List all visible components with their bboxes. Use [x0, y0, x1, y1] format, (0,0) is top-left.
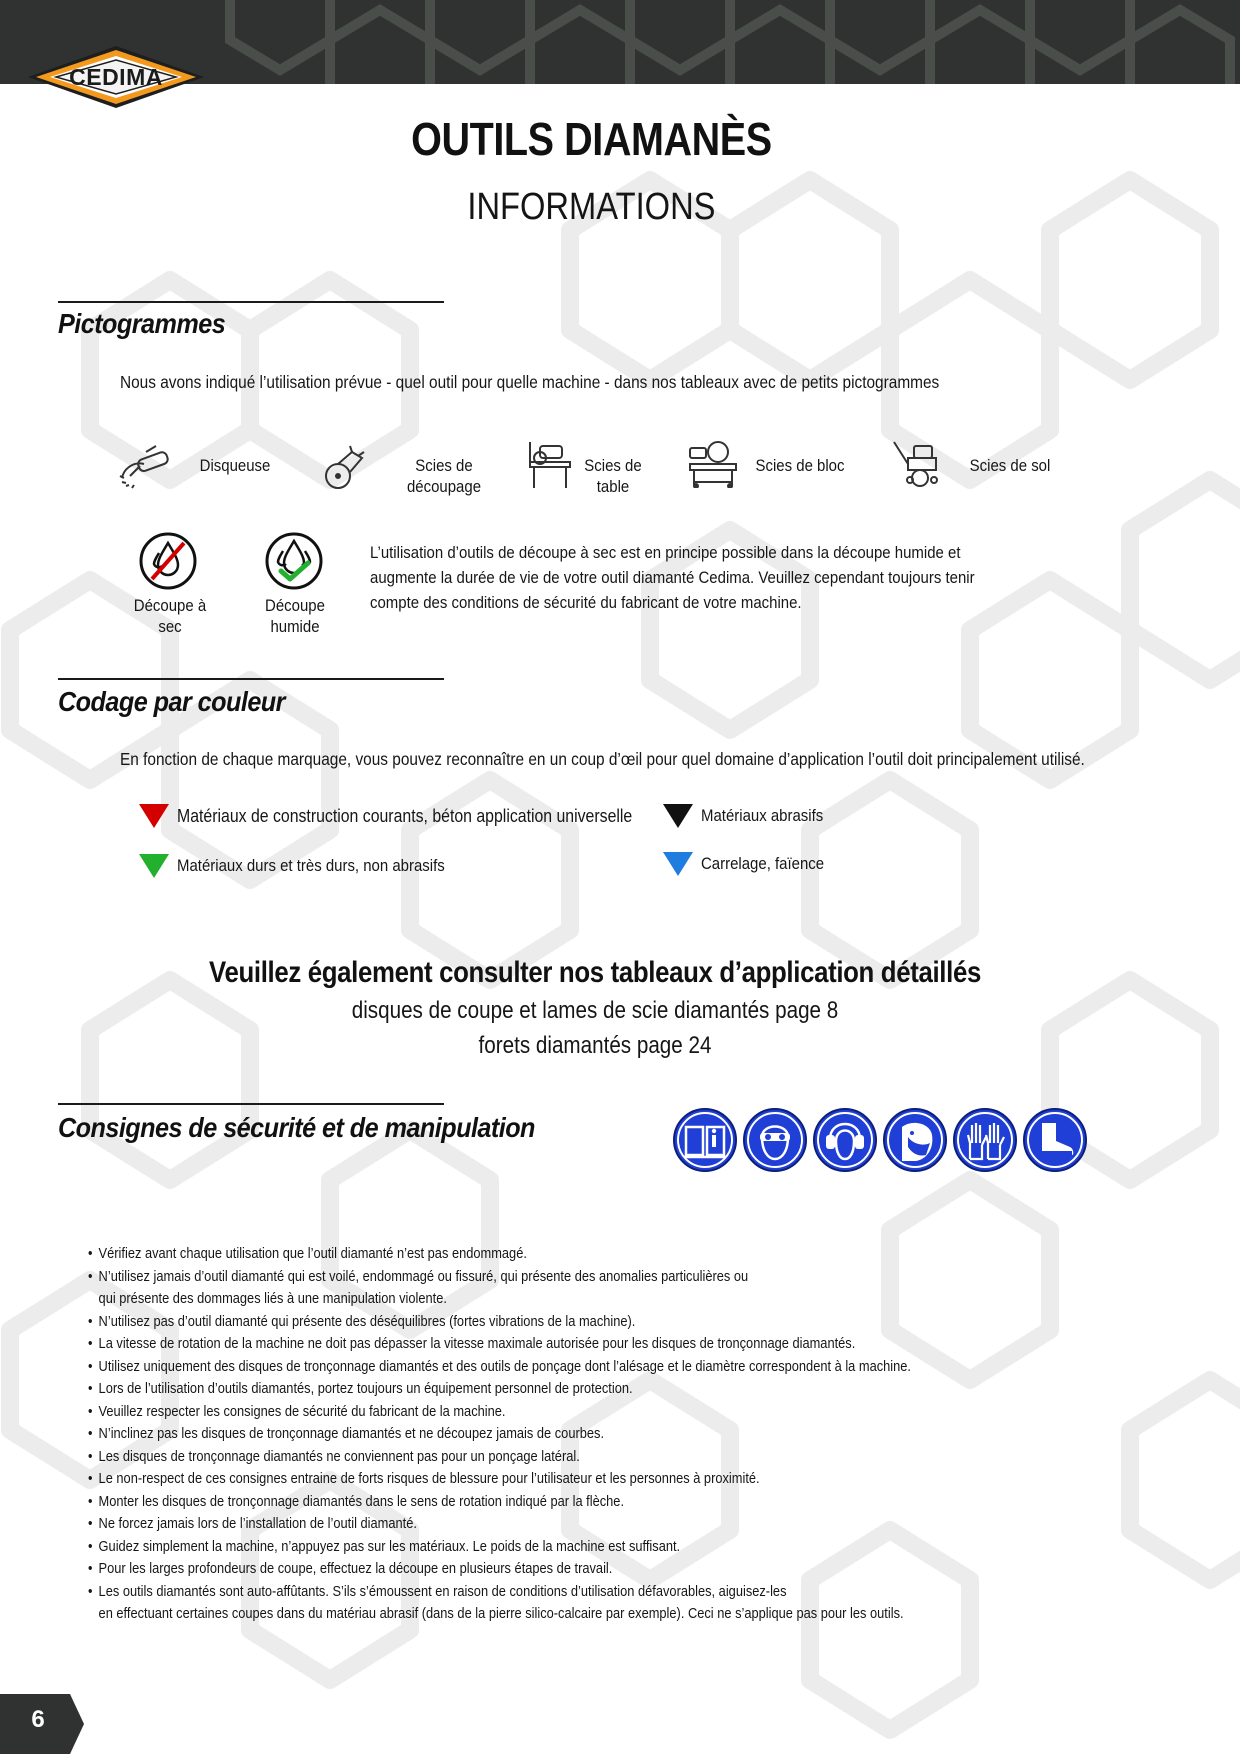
machine-label-scies-table	[565, 455, 662, 497]
cut-off-saw-icon	[322, 444, 368, 492]
machine-label-scies-bloc: Scies de bloc	[755, 456, 845, 475]
cutting-mode-label-humide	[247, 595, 344, 637]
red-triangle-marker	[139, 804, 169, 828]
list-item: • Le non-respect de ces consignes entraine de forts risques de blessure pour l’utilisateur et les personnes à proximité.	[88, 1468, 1012, 1491]
legend-item	[663, 852, 841, 876]
section-rule	[58, 678, 444, 680]
black-triangle-marker	[663, 804, 693, 828]
list-item: • N’utilisez jamais d’outil diamanté qui est voilé, endommagé ou fissuré, qui présente des anomalies particulières ou	[88, 1266, 1012, 1289]
ear-protection-icon	[812, 1107, 878, 1173]
section-rule	[58, 1103, 444, 1105]
legend-item	[139, 854, 481, 878]
consult-heading: Veuillez également consulter nos tableaux d’application détaillés	[209, 956, 981, 989]
pictogrammes-intro: Nous avons indiqué l’utilisation prévue - quel outil pour quelle machine - dans nos tableaux avec de petits pictogrammes	[120, 372, 940, 392]
page-title: OUTILS DIAMANÈS	[411, 113, 772, 165]
list-item: • Utilisez uniquement des disques de tronçonnage diamantés et des outils de ponçage dont l’alésage et le diamètre correspondent à la machine.	[88, 1356, 1012, 1379]
list-item: • Pour les larges profondeurs de coupe, effectuez la découpe en plusieurs étapes de travail.	[88, 1558, 1012, 1581]
machine-label-line2: table	[596, 477, 630, 496]
list-item: • Veuillez respecter les consignes de sécurité du fabricant de la machine.	[88, 1401, 1012, 1424]
legend-label: Matériaux abrasifs	[701, 806, 824, 825]
cutting-mode-label-line1: Découpe	[265, 596, 325, 615]
list-item: • N’utilisez pas d’outil diamanté qui présente des déséquilibres (fortes vibrations de la machine).	[88, 1311, 1012, 1334]
legend-label: Carrelage, faïence	[701, 854, 825, 873]
dry-cutting-icon	[138, 531, 198, 591]
color-coding-intro: En fonction de chaque marquage, vous pouvez reconnaître en un coup d’œil pour quel domaine d’application l’outil doit principalement utilisé.	[120, 749, 1085, 769]
block-saw-icon	[688, 438, 738, 488]
read-manual-icon	[672, 1107, 738, 1173]
page-number: 6	[31, 1706, 45, 1733]
page-subtitle: INFORMATIONS	[467, 186, 716, 228]
blue-triangle-marker	[663, 852, 693, 876]
dry-cutting-note: L’utilisation d’outils de découpe à sec est en principe possible dans la découpe humide et augmente la durée de vie de votre outil diamanté Cedima. Veuillez cependant toujours tenir compte des conditions de sécurité du fabricant de votre machine.	[370, 543, 975, 612]
wet-cutting-icon	[264, 531, 324, 591]
angle-grinder-icon	[116, 442, 172, 492]
list-item: • Guidez simplement la machine, n’appuyez pas sur les matériaux. Le poids de la machine est suffisant.	[88, 1536, 1012, 1559]
machine-label-line1: Scies de	[584, 456, 642, 475]
cedima-logo	[28, 46, 204, 108]
consult-line-drills: forets diamantés page 24	[478, 1032, 712, 1059]
legend-item	[663, 804, 840, 828]
floor-saw-icon	[890, 440, 940, 488]
safety-boots-icon	[1022, 1107, 1088, 1173]
safety-bullet-list	[88, 1243, 1138, 1626]
machine-label-scies-decoupage	[396, 455, 493, 497]
cutting-mode-label-line2: humide	[270, 617, 320, 636]
machine-label-scies-sol: Scies de sol	[969, 456, 1051, 475]
cutting-mode-label-sec: Découpe à sec	[133, 596, 207, 636]
section-title-codage: Codage par couleur	[58, 686, 285, 717]
list-item: • Monter les disques de tronçonnage diamantés dans le sens de rotation indiqué par la flèche.	[88, 1491, 1012, 1514]
list-item: • Lors de l’utilisation d’outils diamantés, portez toujours un équipement personnel de protection.	[88, 1378, 1012, 1401]
legend-label: Matériaux de construction courants, béton application universelle	[177, 805, 633, 826]
safety-icons-row	[672, 1107, 1088, 1173]
consult-line-discs: disques de coupe et lames de scie diamantés page 8	[351, 997, 839, 1024]
list-item: • La vitesse de rotation de la machine ne doit pas dépasser la vitesse maximale autorisée pour les disques de tronçonnage diamantés.	[88, 1333, 1012, 1356]
gloves-icon	[952, 1107, 1018, 1173]
logo-text: CEDIMA	[69, 64, 163, 90]
list-item: qui présente des dommages liés à une manipulation violente.	[98, 1291, 447, 1307]
section-title-pictogrammes: Pictogrammes	[58, 308, 226, 339]
machine-label-disqueuse: Disqueuse	[199, 456, 271, 475]
list-item: • N’inclinez pas les disques de tronçonnage diamantés et ne découpez jamais de courbes.	[88, 1423, 1012, 1446]
safety-goggles-icon	[742, 1107, 808, 1173]
list-item: • Vérifiez avant chaque utilisation que l’outil diamanté n’est pas endommagé.	[88, 1243, 1012, 1266]
legend-label: Matériaux durs et très durs, non abrasifs	[177, 856, 445, 875]
list-item: en effectuant certaines coupes dans du matériau abrasif (dans de la pierre silico-calcaire par exemple). Ceci ne s’applique pas pour les outils.	[98, 1606, 904, 1622]
section-title-consignes: Consignes de sécurité et de manipulation	[58, 1112, 535, 1143]
list-item: • Ne forcez jamais lors de l’installation de l’outil diamanté.	[88, 1513, 1012, 1536]
legend-item	[139, 804, 694, 828]
list-item: • Les disques de tronçonnage diamantés ne conviennent pas pour un ponçage latéral.	[88, 1446, 1012, 1469]
dust-mask-icon	[882, 1107, 948, 1173]
machine-label-line2: découpage	[406, 477, 482, 496]
list-item: • Les outils diamantés sont auto-affûtants. S’ils s’émoussent en raison de conditions d’utilisation défavorables, aiguisez-les	[88, 1581, 1012, 1604]
machine-label-line1: Scies de	[415, 456, 473, 475]
green-triangle-marker	[139, 854, 169, 878]
section-rule	[58, 301, 444, 303]
